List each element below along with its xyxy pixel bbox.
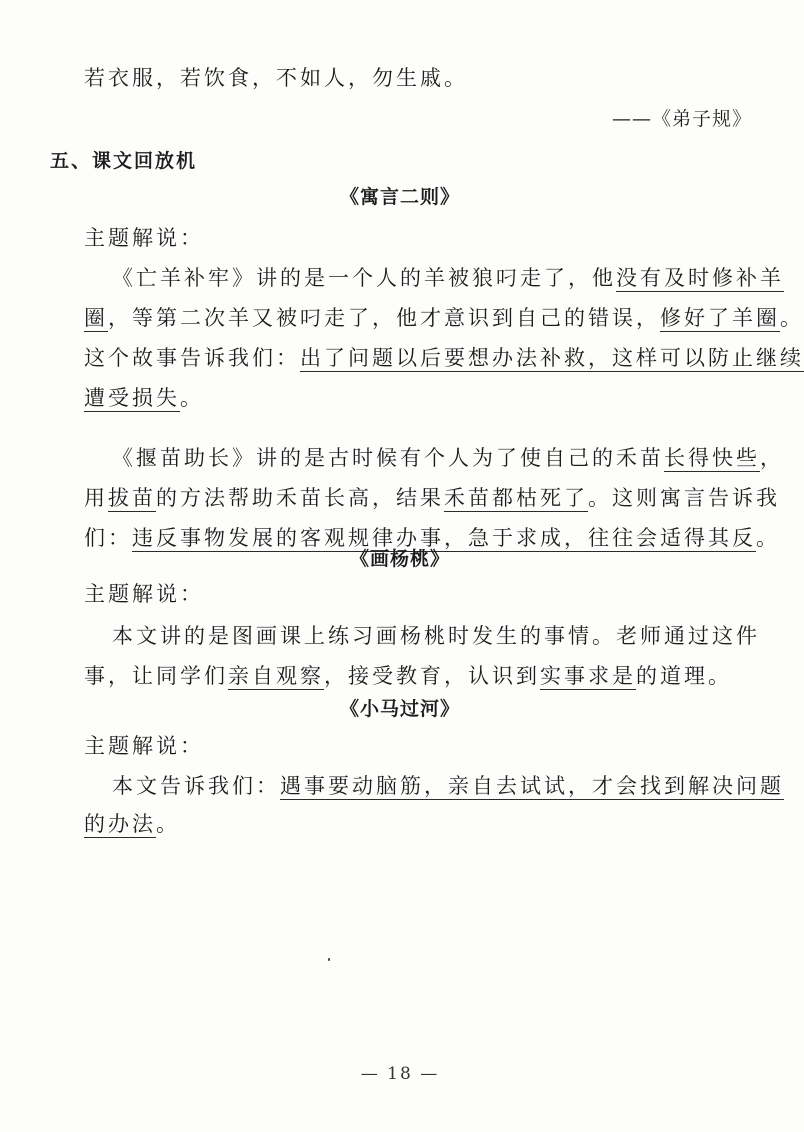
story3-line2 xyxy=(84,808,180,838)
answer-underline: 没有及时修补羊 xyxy=(616,266,784,290)
story2-line2 xyxy=(84,660,732,690)
story3-theme-label: 主题解说： xyxy=(84,734,204,758)
text-segment: 《揠苗助长》讲的是古时候有个人为了使自己的禾苗 xyxy=(112,446,664,470)
answer-underline: 遇事要动脑筋，亲自去试试，才会找到解决问题 xyxy=(280,774,784,798)
text-segment: 用 xyxy=(84,486,108,510)
story2-line1: 本文讲的是图画课上练习画杨桃时发生的事情。老师通过这件 xyxy=(112,624,760,648)
story3-title: 《小马过河》 xyxy=(339,698,460,720)
story1-p1-line2 xyxy=(84,302,804,332)
text-segment: 。 xyxy=(180,386,204,410)
story1-p1-line1 xyxy=(112,262,784,292)
story3-line1 xyxy=(112,770,784,800)
answer-underline: 拔苗 xyxy=(108,486,156,510)
quote-text: 若衣服，若饮食，不如人，勿生戚。 xyxy=(84,66,468,90)
story1-p1-line3 xyxy=(84,342,804,372)
text-segment: 《亡羊补牢》讲的是一个人的羊被狼叼走了，他 xyxy=(112,266,616,290)
story1-title: 《寓言二则》 xyxy=(339,186,460,208)
text-segment: 这个故事告诉我们： xyxy=(84,346,300,370)
text-segment: 。这则寓言告诉我 xyxy=(588,486,780,510)
text-segment: 事，让同学们 xyxy=(84,664,228,688)
answer-underline: 圈 xyxy=(84,306,108,330)
text-segment: ， xyxy=(760,446,784,470)
answer-underline: 的办法 xyxy=(84,812,156,836)
answer-underline: 实事求是 xyxy=(540,664,636,688)
section-heading: 五、课文回放机 xyxy=(50,150,198,172)
text-segment: 。 xyxy=(756,526,780,550)
answer-underline: 禾苗都枯死了 xyxy=(444,486,588,510)
answer-underline: 亲自观察 xyxy=(228,664,324,688)
story2-title: 《画杨桃》 xyxy=(349,548,450,570)
stray-mark xyxy=(328,958,330,961)
answer-underline: 修好了羊圈 xyxy=(660,306,780,330)
answer-underline: 遭受损失 xyxy=(84,386,180,410)
answer-underline: 出了问题以后要想办法补救，这样可以防止继续 xyxy=(300,346,804,370)
text-segment: ，等第二次羊又被叼走了，他才意识到自己的错误， xyxy=(108,306,660,330)
answer-underline: 违反事物发展的客观规律办事，急于求成，往往会适得其反 xyxy=(132,526,756,550)
text-segment: 。 xyxy=(780,306,804,330)
text-segment: ，接受教育，认识到 xyxy=(324,664,540,688)
text-segment: 们： xyxy=(84,526,132,550)
page-number: — 18 — xyxy=(360,1064,440,1084)
story1-p2-line2 xyxy=(84,482,780,512)
text-segment: 的道理。 xyxy=(636,664,732,688)
text-segment: 。 xyxy=(156,812,180,836)
text-segment: 本文告诉我们： xyxy=(112,774,280,798)
quote-source: ——《弟子规》 xyxy=(612,108,753,130)
answer-underline: 长得快些 xyxy=(664,446,760,470)
story1-theme-label: 主题解说： xyxy=(84,226,204,250)
text-segment: 的方法帮助禾苗长高，结果 xyxy=(156,486,444,510)
story1-p1-line4 xyxy=(84,382,204,412)
story1-p2-line1 xyxy=(112,442,784,472)
story2-theme-label: 主题解说： xyxy=(84,582,204,606)
